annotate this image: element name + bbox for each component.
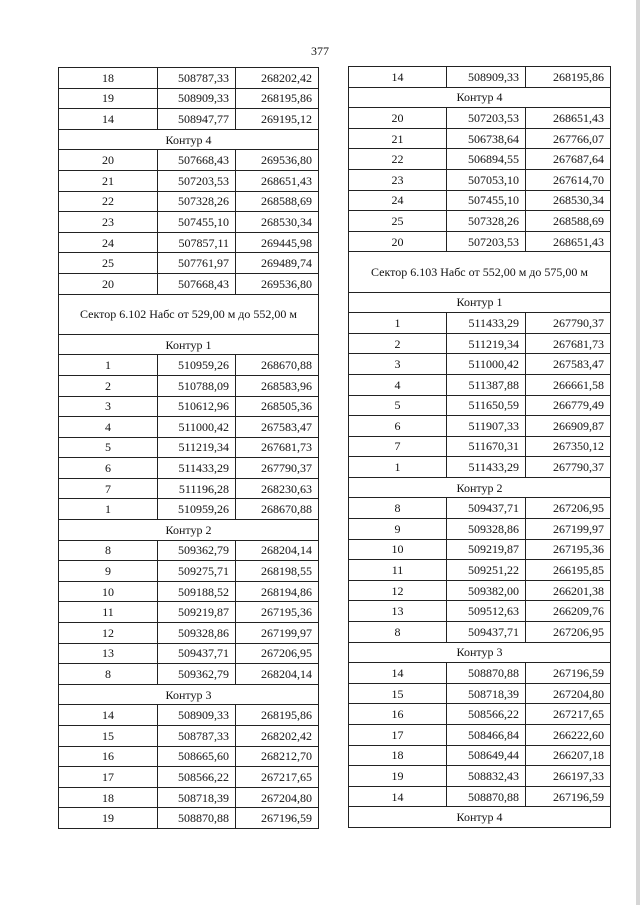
- right-coordinates-table: [348, 66, 611, 828]
- y-coordinate: 267790,37: [526, 313, 611, 334]
- x-coordinate: 509219,87: [158, 602, 236, 623]
- coordinate-row: [59, 664, 319, 685]
- point-number: 5: [349, 395, 447, 416]
- y-coordinate: 269445,98: [236, 232, 319, 253]
- x-coordinate: 507203,53: [447, 108, 526, 129]
- contour-heading-row: [59, 129, 319, 150]
- coordinate-row: [59, 273, 319, 294]
- x-coordinate: 508909,33: [447, 67, 526, 88]
- x-coordinate: 509275,71: [158, 561, 236, 582]
- contour-heading: Контур 3: [349, 642, 611, 663]
- contour-heading-row: [349, 477, 611, 498]
- point-number: 13: [349, 601, 447, 622]
- y-coordinate: 268670,88: [236, 355, 319, 376]
- left-coordinates-table: [58, 67, 319, 829]
- contour-heading: Контур 1: [59, 334, 319, 355]
- point-number: 24: [59, 232, 158, 253]
- point-number: 12: [59, 623, 158, 644]
- y-coordinate: 268195,86: [236, 705, 319, 726]
- coordinate-row: [59, 602, 319, 623]
- y-coordinate: 267790,37: [236, 458, 319, 479]
- point-number: 4: [349, 374, 447, 395]
- y-coordinate: 267199,97: [236, 623, 319, 644]
- x-coordinate: 511219,34: [158, 437, 236, 458]
- coordinate-row: [59, 417, 319, 438]
- coordinate-row: [349, 601, 611, 622]
- x-coordinate: 511000,42: [158, 417, 236, 438]
- coordinate-row: [59, 561, 319, 582]
- y-coordinate: 268651,43: [526, 231, 611, 252]
- y-coordinate: 268204,14: [236, 664, 319, 685]
- x-coordinate: 509328,86: [447, 519, 526, 540]
- y-coordinate: 267217,65: [526, 704, 611, 725]
- x-coordinate: 507053,10: [447, 169, 526, 190]
- coordinate-row: [349, 539, 611, 560]
- x-coordinate: 511219,34: [447, 333, 526, 354]
- coordinate-row: [59, 88, 319, 109]
- x-coordinate: 507668,43: [158, 273, 236, 294]
- x-coordinate: 509362,79: [158, 540, 236, 561]
- coordinate-row: [349, 560, 611, 581]
- y-coordinate: 267687,64: [526, 149, 611, 170]
- point-number: 4: [59, 417, 158, 438]
- y-coordinate: 267195,36: [526, 539, 611, 560]
- x-coordinate: 508947,77: [158, 109, 236, 130]
- x-coordinate: 510612,96: [158, 396, 236, 417]
- y-coordinate: 268651,43: [236, 170, 319, 191]
- x-coordinate: 508466,84: [447, 725, 526, 746]
- y-coordinate: 268583,96: [236, 375, 319, 396]
- coordinate-row: [349, 786, 611, 807]
- y-coordinate: 267614,70: [526, 169, 611, 190]
- x-coordinate: 508665,60: [158, 746, 236, 767]
- y-coordinate: 268202,42: [236, 68, 319, 89]
- y-coordinate: 267204,80: [526, 683, 611, 704]
- coordinate-row: [59, 150, 319, 171]
- coordinate-row: [349, 169, 611, 190]
- point-number: 21: [349, 128, 447, 149]
- coordinate-row: [349, 231, 611, 252]
- y-coordinate: 268588,69: [236, 191, 319, 212]
- sector-heading-row: [349, 252, 611, 292]
- coordinate-row: [349, 457, 611, 478]
- coordinate-row: [59, 643, 319, 664]
- y-coordinate: 267206,95: [526, 622, 611, 643]
- point-number: 5: [59, 437, 158, 458]
- coordinate-row: [59, 212, 319, 233]
- x-coordinate: 507455,10: [447, 190, 526, 211]
- point-number: 21: [59, 170, 158, 191]
- point-number: 8: [349, 498, 447, 519]
- x-coordinate: 511670,31: [447, 436, 526, 457]
- y-coordinate: 268505,36: [236, 396, 319, 417]
- x-coordinate: 508909,33: [158, 88, 236, 109]
- y-coordinate: 268194,86: [236, 581, 319, 602]
- coordinate-row: [349, 519, 611, 540]
- coordinate-row: [349, 128, 611, 149]
- y-coordinate: 266661,58: [526, 374, 611, 395]
- point-number: 1: [349, 313, 447, 334]
- coordinate-row: [59, 458, 319, 479]
- point-number: 7: [59, 478, 158, 499]
- y-coordinate: 266222,60: [526, 725, 611, 746]
- y-coordinate: 268195,86: [236, 88, 319, 109]
- contour-heading-row: [349, 292, 611, 313]
- coordinate-row: [349, 374, 611, 395]
- point-number: 16: [59, 746, 158, 767]
- coordinate-row: [349, 211, 611, 232]
- coordinate-row: [349, 149, 611, 170]
- coordinate-row: [59, 705, 319, 726]
- coordinate-row: [349, 190, 611, 211]
- point-number: 17: [59, 767, 158, 788]
- x-coordinate: 511433,29: [447, 457, 526, 478]
- point-number: 10: [349, 539, 447, 560]
- coordinate-row: [59, 540, 319, 561]
- x-coordinate: 509328,86: [158, 623, 236, 644]
- point-number: 6: [59, 458, 158, 479]
- x-coordinate: 510959,26: [158, 499, 236, 520]
- contour-heading: Контур 4: [349, 87, 611, 108]
- coordinate-row: [349, 313, 611, 334]
- x-coordinate: 508718,39: [158, 787, 236, 808]
- page-number: 377: [311, 44, 329, 58]
- point-number: 11: [349, 560, 447, 581]
- x-coordinate: 509437,71: [158, 643, 236, 664]
- coordinate-row: [59, 623, 319, 644]
- coordinate-row: [59, 437, 319, 458]
- point-number: 18: [59, 787, 158, 808]
- y-coordinate: 269536,80: [236, 273, 319, 294]
- coordinate-row: [349, 766, 611, 787]
- coordinate-row: [59, 375, 319, 396]
- y-coordinate: 267583,47: [236, 417, 319, 438]
- x-coordinate: 509437,71: [447, 498, 526, 519]
- y-coordinate: 266209,76: [526, 601, 611, 622]
- coordinate-row: [349, 395, 611, 416]
- point-number: 15: [349, 683, 447, 704]
- contour-heading-row: [349, 87, 611, 108]
- coordinate-row: [349, 725, 611, 746]
- contour-heading: Контур 4: [59, 129, 319, 150]
- point-number: 7: [349, 436, 447, 457]
- x-coordinate: 508787,33: [158, 726, 236, 747]
- point-number: 8: [59, 540, 158, 561]
- y-coordinate: 267196,59: [236, 808, 319, 829]
- y-coordinate: 267206,95: [526, 498, 611, 519]
- y-coordinate: 266197,33: [526, 766, 611, 787]
- point-number: 18: [59, 68, 158, 89]
- coordinate-row: [59, 109, 319, 130]
- point-number: 14: [59, 705, 158, 726]
- point-number: 24: [349, 190, 447, 211]
- coordinate-row: [349, 704, 611, 725]
- y-coordinate: 268202,42: [236, 726, 319, 747]
- x-coordinate: 511907,33: [447, 416, 526, 437]
- x-coordinate: 507328,26: [158, 191, 236, 212]
- point-number: 10: [59, 581, 158, 602]
- point-number: 1: [59, 499, 158, 520]
- point-number: 20: [349, 108, 447, 129]
- y-coordinate: 269536,80: [236, 150, 319, 171]
- x-coordinate: 508870,88: [447, 786, 526, 807]
- x-coordinate: 508909,33: [158, 705, 236, 726]
- coordinate-row: [349, 498, 611, 519]
- contour-heading-row: [349, 642, 611, 663]
- x-coordinate: 509362,79: [158, 664, 236, 685]
- x-coordinate: 508787,33: [158, 68, 236, 89]
- coordinate-row: [59, 499, 319, 520]
- x-coordinate: 507203,53: [158, 170, 236, 191]
- coordinate-row: [349, 663, 611, 684]
- y-coordinate: 267681,73: [526, 333, 611, 354]
- x-coordinate: 511650,59: [447, 395, 526, 416]
- coordinate-row: [59, 355, 319, 376]
- x-coordinate: 511000,42: [447, 354, 526, 375]
- x-coordinate: 508566,22: [447, 704, 526, 725]
- coordinate-row: [59, 726, 319, 747]
- y-coordinate: 266779,49: [526, 395, 611, 416]
- page-edge-shadow: [636, 0, 640, 905]
- contour-heading: Контур 2: [349, 477, 611, 498]
- sector-heading: Сектор 6.103 Набс от 552,00 м до 575,00 м: [349, 252, 611, 292]
- x-coordinate: 509437,71: [447, 622, 526, 643]
- point-number: 14: [349, 67, 447, 88]
- coordinate-row: [59, 746, 319, 767]
- point-number: 13: [59, 643, 158, 664]
- coordinate-row: [59, 191, 319, 212]
- point-number: 1: [59, 355, 158, 376]
- point-number: 19: [59, 88, 158, 109]
- y-coordinate: 267196,59: [526, 786, 611, 807]
- y-coordinate: 268195,86: [526, 67, 611, 88]
- point-number: 17: [349, 725, 447, 746]
- coordinate-row: [59, 767, 319, 788]
- y-coordinate: 266909,87: [526, 416, 611, 437]
- point-number: 3: [349, 354, 447, 375]
- contour-heading-row: [59, 520, 319, 541]
- y-coordinate: 267199,97: [526, 519, 611, 540]
- y-coordinate: 267790,37: [526, 457, 611, 478]
- point-number: 8: [59, 664, 158, 685]
- coordinate-row: [59, 478, 319, 499]
- x-coordinate: 507761,97: [158, 253, 236, 274]
- y-coordinate: 267217,65: [236, 767, 319, 788]
- y-coordinate: 268588,69: [526, 211, 611, 232]
- y-coordinate: 267583,47: [526, 354, 611, 375]
- x-coordinate: 507328,26: [447, 211, 526, 232]
- point-number: 1: [349, 457, 447, 478]
- x-coordinate: 506738,64: [447, 128, 526, 149]
- coordinate-row: [349, 745, 611, 766]
- x-coordinate: 506894,55: [447, 149, 526, 170]
- contour-heading-row: [349, 807, 611, 828]
- coordinate-row: [349, 67, 611, 88]
- coordinate-row: [349, 436, 611, 457]
- x-coordinate: 507455,10: [158, 212, 236, 233]
- x-coordinate: 511433,29: [158, 458, 236, 479]
- point-number: 14: [59, 109, 158, 130]
- x-coordinate: 507668,43: [158, 150, 236, 171]
- x-coordinate: 510788,09: [158, 375, 236, 396]
- contour-heading: Контур 1: [349, 292, 611, 313]
- point-number: 14: [349, 786, 447, 807]
- coordinate-row: [59, 808, 319, 829]
- point-number: 3: [59, 396, 158, 417]
- point-number: 22: [59, 191, 158, 212]
- y-coordinate: 267195,36: [236, 602, 319, 623]
- x-coordinate: 508566,22: [158, 767, 236, 788]
- x-coordinate: 507857,11: [158, 232, 236, 253]
- coordinate-row: [349, 333, 611, 354]
- contour-heading: Контур 3: [59, 684, 319, 705]
- sector-heading-row: [59, 294, 319, 334]
- x-coordinate: 511433,29: [447, 313, 526, 334]
- coordinate-row: [59, 68, 319, 89]
- y-coordinate: 269195,12: [236, 109, 319, 130]
- y-coordinate: 268198,55: [236, 561, 319, 582]
- point-number: 9: [59, 561, 158, 582]
- point-number: 23: [349, 169, 447, 190]
- point-number: 20: [349, 231, 447, 252]
- y-coordinate: 268230,63: [236, 478, 319, 499]
- point-number: 2: [59, 375, 158, 396]
- point-number: 11: [59, 602, 158, 623]
- y-coordinate: 268670,88: [236, 499, 319, 520]
- x-coordinate: 508870,88: [158, 808, 236, 829]
- y-coordinate: 266195,85: [526, 560, 611, 581]
- point-number: 19: [59, 808, 158, 829]
- x-coordinate: 508832,43: [447, 766, 526, 787]
- y-coordinate: 266207,18: [526, 745, 611, 766]
- coordinate-row: [349, 580, 611, 601]
- y-coordinate: 269489,74: [236, 253, 319, 274]
- x-coordinate: 508718,39: [447, 683, 526, 704]
- point-number: 6: [349, 416, 447, 437]
- point-number: 25: [349, 211, 447, 232]
- y-coordinate: 268651,43: [526, 108, 611, 129]
- coordinate-row: [59, 581, 319, 602]
- y-coordinate: 268204,14: [236, 540, 319, 561]
- point-number: 2: [349, 333, 447, 354]
- y-coordinate: 267681,73: [236, 437, 319, 458]
- x-coordinate: 509219,87: [447, 539, 526, 560]
- point-number: 18: [349, 745, 447, 766]
- point-number: 14: [349, 663, 447, 684]
- point-number: 15: [59, 726, 158, 747]
- point-number: 20: [59, 273, 158, 294]
- point-number: 20: [59, 150, 158, 171]
- x-coordinate: 511196,28: [158, 478, 236, 499]
- point-number: 9: [349, 519, 447, 540]
- coordinate-row: [59, 787, 319, 808]
- point-number: 25: [59, 253, 158, 274]
- coordinate-row: [59, 396, 319, 417]
- point-number: 22: [349, 149, 447, 170]
- coordinate-row: [349, 622, 611, 643]
- coordinate-row: [349, 354, 611, 375]
- x-coordinate: 511387,88: [447, 374, 526, 395]
- x-coordinate: 509251,22: [447, 560, 526, 581]
- point-number: 12: [349, 580, 447, 601]
- y-coordinate: 268530,34: [526, 190, 611, 211]
- coordinate-row: [349, 416, 611, 437]
- y-coordinate: 268212,70: [236, 746, 319, 767]
- coordinate-row: [59, 170, 319, 191]
- x-coordinate: 509188,52: [158, 581, 236, 602]
- y-coordinate: 267766,07: [526, 128, 611, 149]
- x-coordinate: 510959,26: [158, 355, 236, 376]
- coordinate-row: [349, 683, 611, 704]
- x-coordinate: 508649,44: [447, 745, 526, 766]
- point-number: 23: [59, 212, 158, 233]
- x-coordinate: 507203,53: [447, 231, 526, 252]
- point-number: 8: [349, 622, 447, 643]
- y-coordinate: 267204,80: [236, 787, 319, 808]
- x-coordinate: 508870,88: [447, 663, 526, 684]
- y-coordinate: 267196,59: [526, 663, 611, 684]
- y-coordinate: 266201,38: [526, 580, 611, 601]
- coordinate-row: [349, 108, 611, 129]
- contour-heading: Контур 4: [349, 807, 611, 828]
- point-number: 16: [349, 704, 447, 725]
- coordinate-row: [59, 253, 319, 274]
- sector-heading: Сектор 6.102 Набс от 529,00 м до 552,00 м: [59, 294, 319, 334]
- y-coordinate: 267206,95: [236, 643, 319, 664]
- contour-heading: Контур 2: [59, 520, 319, 541]
- y-coordinate: 268530,34: [236, 212, 319, 233]
- x-coordinate: 509512,63: [447, 601, 526, 622]
- point-number: 19: [349, 766, 447, 787]
- contour-heading-row: [59, 684, 319, 705]
- x-coordinate: 509382,00: [447, 580, 526, 601]
- y-coordinate: 267350,12: [526, 436, 611, 457]
- coordinate-row: [59, 232, 319, 253]
- contour-heading-row: [59, 334, 319, 355]
